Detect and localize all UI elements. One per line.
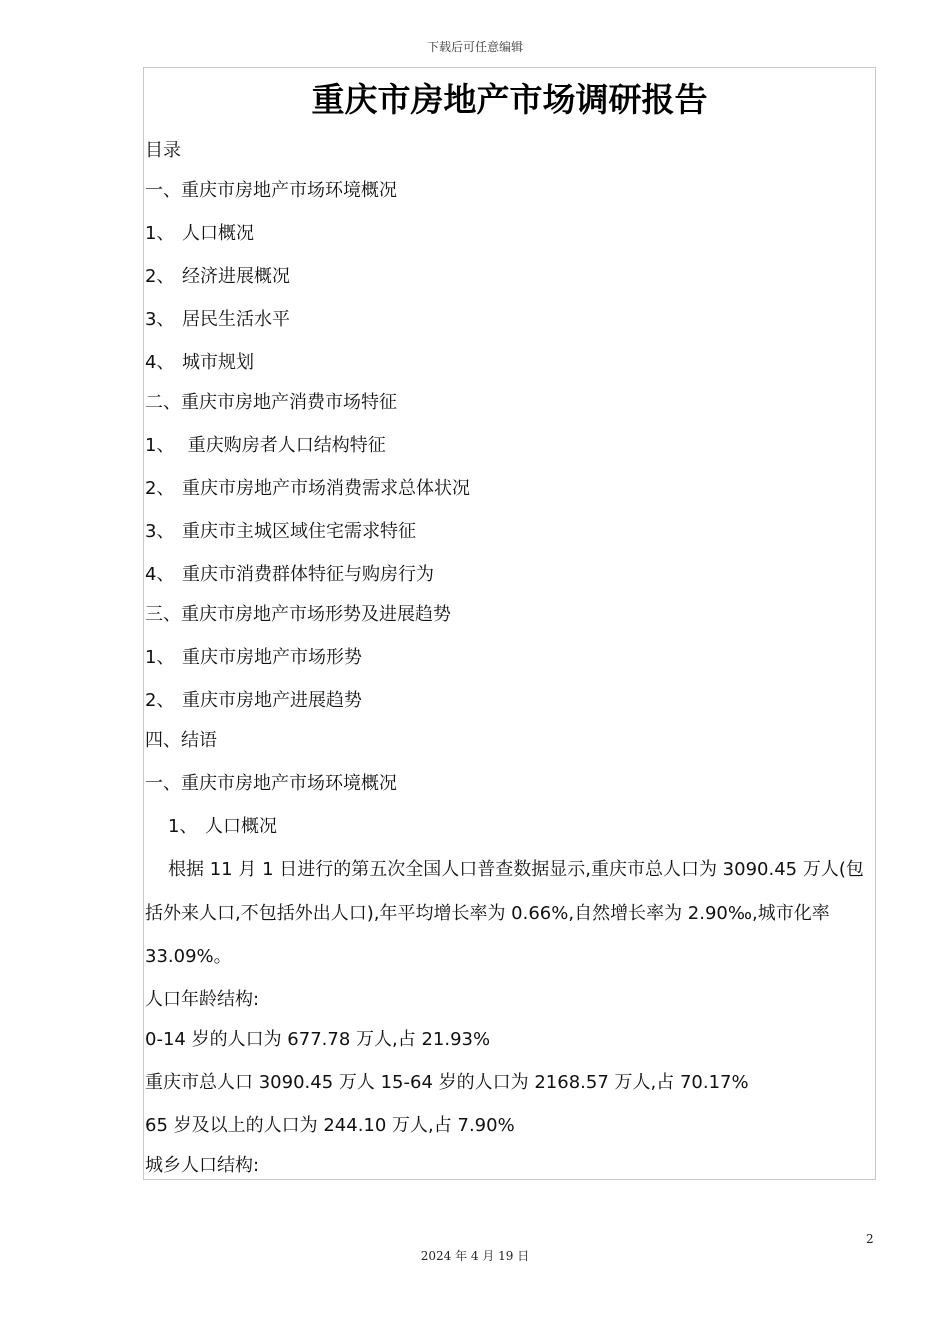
toc-item-number: 1、 <box>145 223 175 244</box>
toc-item-text: 一、重庆市房地产市场环境概况 <box>145 180 397 201</box>
toc-item-text: 人口概况 <box>182 223 254 244</box>
age-structure-heading: 人口年龄结构: <box>145 989 260 1010</box>
toc-item-number: 3、 <box>145 521 175 542</box>
toc-item <box>145 477 470 501</box>
population-paragraph: 根据 11 月 1 日进行的第五次全国人口普查数据显示,重庆市总人口为 3090.45 万人(包括外来人口,不包括外出人口),年平均增长率为 0.66%,自然增长率为 2.90‰,城市化率 33.09%。 <box>145 859 864 967</box>
toc-item <box>145 646 362 670</box>
section-heading: 一、重庆市房地产市场环境概况 <box>145 773 397 794</box>
subsection-title: 人口概况 <box>205 816 277 837</box>
toc-item <box>145 179 397 203</box>
toc-item-number: 2、 <box>145 478 175 499</box>
toc-item-text: 重庆市消费群体特征与购房行为 <box>182 564 434 585</box>
toc-item <box>145 265 290 289</box>
toc-item <box>145 351 254 375</box>
page-number: 2 <box>866 1232 874 1246</box>
toc-item-text: 二、重庆市房地产消费市场特征 <box>145 392 397 413</box>
age-line-0-14: 0-14 岁的人口为 677.78 万人,占 21.93% <box>145 1029 491 1050</box>
toc-item-number: 4、 <box>145 564 175 585</box>
urban-rural-heading: 城乡人口结构: <box>145 1155 260 1176</box>
subsection-number: 1、 <box>168 816 198 837</box>
toc-item <box>145 308 290 332</box>
toc-item <box>145 729 217 753</box>
toc-item-text: 居民生活水平 <box>182 309 290 330</box>
toc-item <box>145 222 254 246</box>
toc-item-text: 重庆购房者人口结构特征 <box>182 435 386 456</box>
toc-item-number: 3、 <box>145 309 175 330</box>
toc-item-text: 重庆市主城区域住宅需求特征 <box>182 521 416 542</box>
toc-item-number: 2、 <box>145 266 175 287</box>
toc-item <box>145 391 397 415</box>
toc-item-number: 1、 <box>145 647 175 668</box>
toc-item <box>145 520 416 544</box>
document-title: 重庆市房地产市场调研报告 <box>311 80 708 119</box>
toc-item-number: 2、 <box>145 690 175 711</box>
toc-item-text: 重庆市房地产市场形势 <box>182 647 362 668</box>
toc-item-text: 重庆市房地产市场消费需求总体状况 <box>182 478 470 499</box>
toc-item-text: 重庆市房地产进展趋势 <box>182 690 362 711</box>
header-note: 下载后可任意编辑 <box>426 40 523 54</box>
toc-item <box>145 563 434 587</box>
subsection-heading <box>168 815 277 839</box>
toc-item-text: 三、重庆市房地产市场形势及进展趋势 <box>145 604 451 625</box>
footer-date: 2024 年 4 月 19 日 <box>420 1249 530 1263</box>
toc-item-text: 经济进展概况 <box>182 266 290 287</box>
toc-item-text: 城市规划 <box>182 352 254 373</box>
toc-heading: 目录 <box>145 140 181 161</box>
toc-item-number: 1、 <box>145 435 175 456</box>
toc-item <box>145 434 386 458</box>
age-line-65-plus: 65 岁及以上的人口为 244.10 万人,占 7.90% <box>145 1115 515 1136</box>
toc-item-number: 4、 <box>145 352 175 373</box>
age-line-15-64: 重庆市总人口 3090.45 万人 15-64 岁的人口为 2168.57 万人,占 70.17% <box>145 1072 749 1093</box>
toc-item <box>145 603 451 627</box>
toc-item-text: 四、结语 <box>145 730 217 751</box>
toc-item <box>145 689 362 713</box>
